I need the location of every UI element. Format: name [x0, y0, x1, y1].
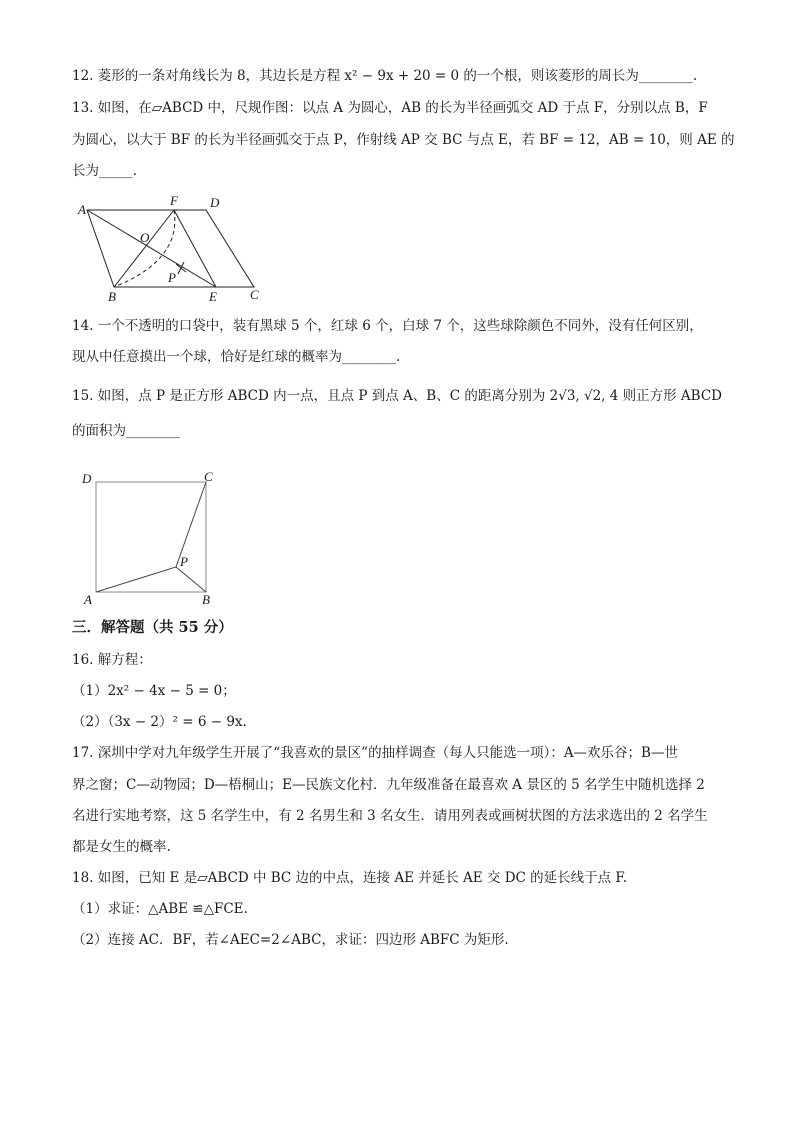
- label-a: A: [84, 592, 92, 607]
- q18-part-1: （1）求证：△ABE ≌△FCE.: [72, 901, 248, 917]
- segments-apc: [96, 482, 206, 592]
- q14-line-1: 14. 一个不透明的口袋中，装有黑球 5 个，红球 6 个，白球 7 个，这些球除颜色不同外，没有任何区别，: [72, 318, 703, 334]
- q13-line-3: 长为_____.: [72, 163, 138, 179]
- square-abcd: [96, 482, 206, 592]
- label-c: C: [204, 469, 213, 484]
- label-c: C: [250, 287, 259, 302]
- q14-line-2: 现从中任意摸出一个球，恰好是红球的概率为________.: [72, 349, 401, 365]
- q17-line-4: 都是女生的概率.: [72, 839, 171, 855]
- label-b: B: [108, 289, 116, 304]
- label-d: D: [82, 471, 92, 486]
- segment-ae: [87, 210, 216, 287]
- q17-line-2: 界之窗；C—动物园；D—梧桐山；E—民族文化村．九年级准备在最喜欢 A 景区的 5 名学生中随机选择 2: [72, 777, 705, 793]
- label-f: F: [170, 193, 178, 208]
- q15-line-1: 15. 如图，点 P 是正方形 ABCD 内一点，且点 P 到点 A、B、C 的距离分别为 2√3, √2, 4 则正方形 ABCD: [72, 388, 723, 404]
- q16-part-2: （2）（3x − 2）² = 6 − 9x.: [72, 714, 247, 730]
- label-p: P: [168, 270, 176, 285]
- segment-fe: [174, 210, 216, 287]
- label-b: B: [202, 592, 210, 607]
- section-heading: 三．解答题（共 55 分）: [72, 619, 233, 636]
- q17-line-3: 名进行实地考察，这 5 名学生中，有 2 名男生和 3 名女生．请用列表或画树状图的方法求选出的 2 名学生: [72, 808, 708, 824]
- q13-parallelogram-figure: [70, 190, 270, 306]
- label-o: O: [140, 230, 150, 245]
- q16-part-1: （1）2x² − 4x − 5 = 0；: [72, 683, 236, 699]
- q12-text: 12. 菱形的一条对角线长为 8，其边长是方程 x² − 9x + 20 = 0 的一个根，则该菱形的周长为________.: [72, 68, 698, 84]
- segment-pb: [176, 567, 206, 592]
- label-a: A: [78, 202, 86, 217]
- q13-line-1: 13. 如图，在▱ABCD 中，尺规作图：以点 A 为圆心，AB 的长为半径画弧交 AD 于点 F，分别以点 B，F: [72, 100, 708, 116]
- label-e: E: [209, 289, 217, 304]
- q15-line-2: 的面积为________: [72, 423, 180, 439]
- q16-title: 16. 解方程：: [72, 652, 152, 668]
- q18-part-2: （2）连接 AC．BF，若∠AEC=2∠ABC，求证：四边形 ABFC 为矩形.: [72, 932, 509, 948]
- q13-line-2: 为圆心，以大于 BF 的长为半径画弧交于点 P，作射线 AP 交 BC 与点 E，若 BF = 12，AB = 10，则 AE 的: [72, 132, 735, 148]
- label-p: P: [180, 554, 188, 569]
- q15-square-figure: [78, 466, 218, 608]
- segment-bf: [114, 210, 174, 287]
- q18-line-1: 18. 如图，已知 E 是▱ABCD 中 BC 边的中点，连接 AE 并延长 AE 交 DC 的延长线于点 F.: [72, 870, 627, 886]
- label-d: D: [210, 195, 220, 210]
- q17-line-1: 17. 深圳中学对九年级学生开展了“我喜欢的景区”的抽样调查（每人只能选一项）：A—欢乐谷；B—世: [72, 745, 678, 761]
